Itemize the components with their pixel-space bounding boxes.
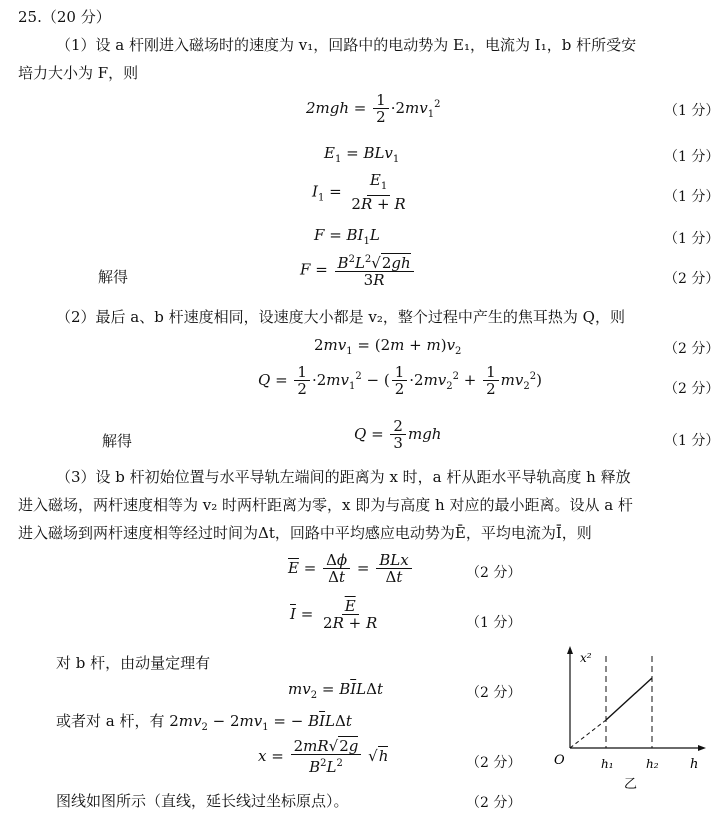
part1-intro-line2: 培力大小为 F，则 [18,64,139,82]
equation-impulse-a: 或者对 a 杆，有 $2mv_2 - 2mv_1$ = − $B\overline{I}L\Delta t$ [56,712,352,733]
score-eq8: （1 分） [664,433,720,449]
score-eq7: （2 分） [664,381,720,397]
momentum-b-label: 对 b 杆，由动量定理有 [56,654,211,672]
equation-impulse-b: $mv_2 = B\overline{I}L\Delta t$ [288,680,383,701]
equation-current: $I_1$ = $\frac{E_1}{2R + R}$ [312,171,406,213]
score-eq10: （1 分） [466,615,522,631]
x-axis-label: h [690,757,699,772]
equation-force-result: F = $\frac{B^2L^2√2gh}{3R}$ [300,252,416,289]
part3-intro-line1: （3）设 b 杆初始位置与水平导轨左端间的距离为 x 时，a 杆从距水平导轨高度 h 释放 [56,468,631,486]
h2-tick-label: h₂ [646,757,659,771]
equation-heat-result: Q = $\frac{2}{3}$ mgh [354,417,442,452]
solved-label-2: 解得 [102,432,133,450]
part3-intro-line2: 进入磁场，两杆速度相等为 v₂ 时两杆距离为零，x 即为与高度 h 对应的最小距离。设从 a 杆 [18,496,633,514]
equation-x-result: x = $\frac{2mR√2g}{B^2L^2}$ √h [258,737,389,776]
equation-average-current: $\overline{I}$ = $\frac{\overline{E}}{2R + R}$ [290,597,378,632]
x2-vs-h-graph [540,644,710,794]
problem-header: 25.（20 分） [18,8,111,26]
graph-caption: 乙 [624,777,638,792]
or-a-label: 或者对 a 杆，有 [56,712,165,730]
graph-note: 图线如图所示（直线，延长线过坐标原点）。 [56,792,349,810]
score-eq5: （2 分） [664,271,720,287]
equation-average-emf: $\overline{E}$ = $\frac{\Delta\phi}{\Delta t}$ = $\frac{\text{BLx}}{\Delta t}$ [288,552,414,586]
equation-force: $F = BI_1L$ [314,226,380,247]
equation-momentum: $2mv_1 = (2m + m)v_2$ [314,336,462,357]
score-eq11: （2 分） [466,685,522,701]
x-axis-arrow [698,745,706,751]
graph-solid-line [606,678,652,720]
equation-emf: $E_1 = BLv_1$ [324,144,400,165]
score-eq13: （2 分） [466,795,522,811]
extension-dashed-line [570,720,606,748]
h1-tick-label: h₁ [601,757,614,771]
score-eq12: （2 分） [466,755,522,771]
score-eq3: （1 分） [664,189,720,205]
part3-intro-line3: 进入磁场到两杆速度相等经过时间为Δt，回路中平均感应电动势为Ē，平均电流为Ī，则 [18,524,592,542]
score-eq9: （2 分） [466,565,522,581]
y-axis-arrow [567,646,573,654]
equation-energy: 2mgh = $\frac{1}{2}$ $\cdot 2mv_1^2$ [306,91,441,126]
y-axis-label: x² [580,651,592,665]
origin-label: O [554,753,565,768]
score-eq2: （1 分） [664,149,720,165]
score-eq6: （2 分） [664,341,720,357]
score-eq4: （1 分） [664,231,720,247]
score-eq1: （1 分） [664,103,720,119]
part2-intro: （2）最后 a、b 杆速度相同，设速度大小都是 v₂，整个过程中产生的焦耳热为 Q，则 [56,308,625,326]
equation-heat: Q = $\frac{1}{2}$ $\cdot 2mv_1^2$ − ( $\frac{1}{2}$ $\cdot 2mv_2^2$ + $\frac{1}{2}$ $mv_2^2$) [258,363,542,398]
solved-label-1: 解得 [98,268,129,286]
part1-intro-line1: （1）设 a 杆刚进入磁场时的速度为 v₁，回路中的电动势为 E₁，电流为 I₁，b 杆所受安 [56,36,637,54]
